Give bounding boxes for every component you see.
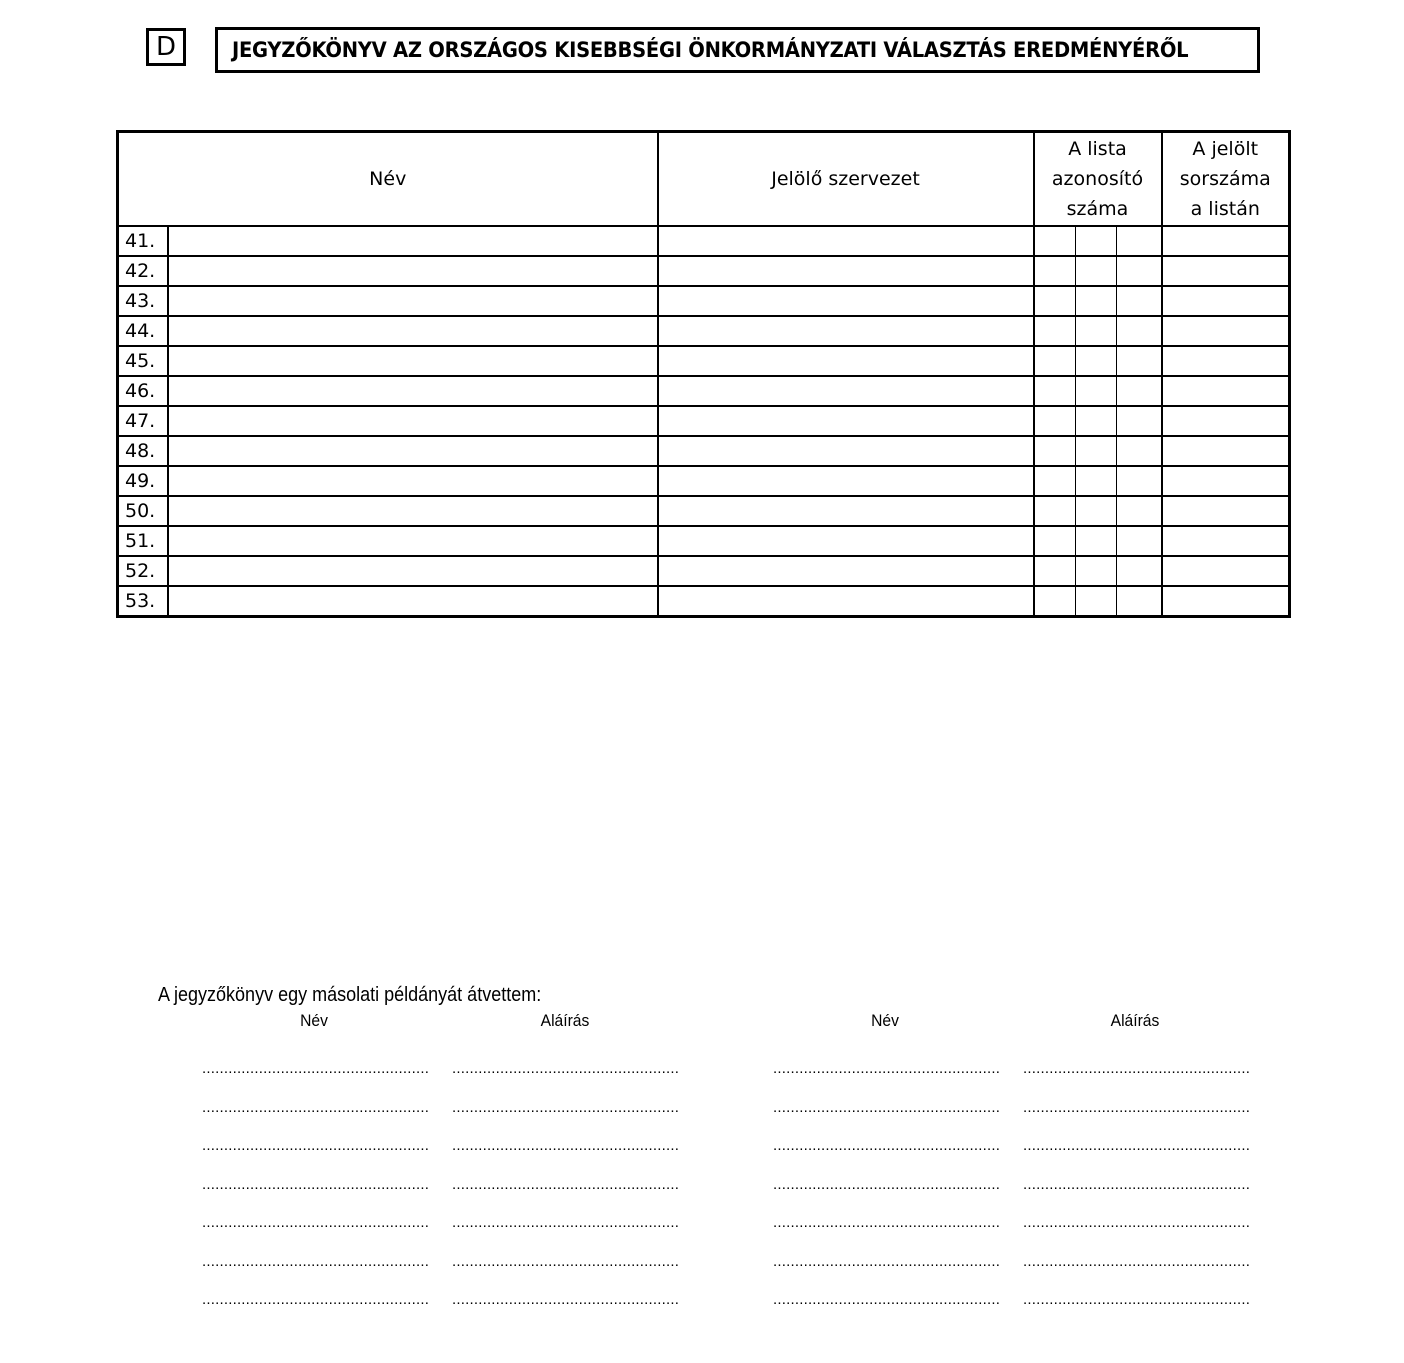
dotted-line[interactable]: .................................................... [1023,1291,1251,1308]
list-id-digit-cell[interactable] [1034,226,1076,256]
rank-cell[interactable] [1162,496,1290,526]
left-name-header: Név [300,1011,328,1030]
org-cell[interactable] [658,376,1034,406]
row-number: 52. [118,556,168,586]
table-row [118,406,1290,436]
right-sign-lines [1023,1058,1251,1328]
list-id-digit-cell[interactable] [1034,316,1076,346]
row-number: 42. [118,256,168,286]
list-id-digit-cell[interactable] [1076,286,1117,316]
org-cell[interactable] [658,526,1034,556]
dotted-line[interactable]: .................................................... [1023,1252,1251,1270]
list-id-digit-cell[interactable] [1117,226,1162,256]
name-cell[interactable] [168,466,658,496]
row-number: 53. [118,586,168,617]
list-id-digit-cell[interactable] [1076,316,1117,346]
left-name-lines [202,1058,430,1328]
rank-cell[interactable] [1162,586,1290,617]
table-row [118,496,1290,526]
org-cell[interactable] [658,226,1034,256]
list-id-digit-cell[interactable] [1076,406,1117,436]
list-id-digit-cell[interactable] [1034,586,1076,617]
table-row [118,226,1290,256]
org-cell[interactable] [658,436,1034,466]
candidate-table [116,130,1291,618]
name-cell[interactable] [168,586,658,617]
dotted-line[interactable]: .................................................... [773,1252,1001,1270]
right-sign-header: Aláírás [1110,1011,1160,1030]
dotted-line[interactable]: .................................................... [773,1060,1001,1077]
dotted-line[interactable]: .................................................... [1023,1098,1251,1116]
form-title: JEGYZŐKÖNYV AZ ORSZÁGOS KISEBBSÉGI ÖNKORMÁNYZATI VÁLASZTÁS EREDMÉNYÉRŐL [232,38,1189,62]
col-header-rank [1162,132,1290,227]
list-id-digit-cell[interactable] [1034,406,1076,436]
org-cell[interactable] [658,406,1034,436]
rank-cell[interactable] [1162,466,1290,496]
row-number: 45. [118,346,168,376]
list-id-digit-cell[interactable] [1034,466,1076,496]
list-id-digit-cell[interactable] [1117,256,1162,286]
name-cell[interactable] [168,526,658,556]
table-row [118,286,1290,316]
rank-cell[interactable] [1162,316,1290,346]
row-number: 44. [118,316,168,346]
list-id-digit-cell[interactable] [1117,556,1162,586]
row-number: 48. [118,436,168,466]
dotted-line[interactable]: .................................................... [452,1060,680,1077]
dotted-line[interactable]: .................................................... [452,1291,680,1308]
list-id-digit-cell[interactable] [1034,376,1076,406]
table-row [118,256,1290,286]
dotted-line[interactable]: .................................................... [202,1252,430,1270]
org-cell[interactable] [658,286,1034,316]
list-id-digit-cell[interactable] [1034,256,1076,286]
list-id-digit-cell[interactable] [1076,226,1117,256]
dotted-line[interactable]: .................................................... [1023,1137,1251,1154]
table-row [118,466,1290,496]
row-number: 49. [118,466,168,496]
name-cell[interactable] [168,496,658,526]
rank-cell[interactable] [1162,376,1290,406]
name-cell[interactable] [168,436,658,466]
org-cell[interactable] [658,586,1034,617]
list-id-digit-cell[interactable] [1117,286,1162,316]
dotted-line[interactable]: .................................................... [773,1291,1001,1308]
table-row [118,556,1290,586]
dotted-line[interactable]: .................................................... [773,1214,1001,1231]
list-id-digit-cell[interactable] [1034,436,1076,466]
list-id-digit-cell[interactable] [1076,256,1117,286]
list-id-digit-cell[interactable] [1117,586,1162,617]
table-row [118,316,1290,346]
org-cell[interactable] [658,466,1034,496]
list-id-digit-cell[interactable] [1034,496,1076,526]
table-row [118,526,1290,556]
dotted-line[interactable]: .................................................... [202,1291,430,1308]
list-id-digit-cell[interactable] [1076,556,1117,586]
list-id-digit-cell[interactable] [1117,346,1162,376]
list-id-digit-cell[interactable] [1076,346,1117,376]
dotted-line[interactable]: .................................................... [202,1137,430,1154]
col-header-list-id-line: A lista [1068,138,1127,160]
row-number: 43. [118,286,168,316]
name-cell[interactable] [168,376,658,406]
list-id-digit-cell[interactable] [1034,346,1076,376]
list-id-digit-cell[interactable] [1076,376,1117,406]
list-id-digit-cell[interactable] [1117,526,1162,556]
name-cell[interactable] [168,256,658,286]
dotted-line[interactable]: .................................................... [202,1098,430,1116]
org-cell[interactable] [658,556,1034,586]
col-header-rank-line: a listán [1190,198,1260,220]
dotted-line[interactable]: .................................................... [202,1214,430,1231]
rank-cell[interactable] [1162,346,1290,376]
list-id-digit-cell[interactable] [1117,406,1162,436]
col-header-rank-line: A jelölt [1192,138,1259,160]
rank-cell[interactable] [1162,556,1290,586]
name-cell[interactable] [168,556,658,586]
dotted-line[interactable]: .................................................... [452,1175,680,1193]
dotted-line[interactable]: .................................................... [1023,1214,1251,1231]
rank-cell[interactable] [1162,286,1290,316]
col-header-list-id [1034,132,1162,227]
dotted-line[interactable]: .................................................... [1023,1175,1251,1193]
name-cell[interactable] [168,286,658,316]
table-row [118,436,1290,466]
left-sign-lines [452,1058,680,1328]
form-code-box [146,28,186,66]
rank-cell[interactable] [1162,256,1290,286]
table-row [118,586,1290,617]
list-id-digit-cell[interactable] [1034,286,1076,316]
col-header-list-id-line: azonosító [1051,168,1144,190]
org-cell[interactable] [658,346,1034,376]
org-cell[interactable] [658,316,1034,346]
col-header-name: Név [118,132,658,227]
row-number: 50. [118,496,168,526]
right-name-lines [773,1058,1001,1328]
list-id-digit-cell[interactable] [1117,316,1162,346]
dotted-line[interactable]: .................................................... [1023,1060,1251,1077]
dotted-line[interactable]: .................................................... [773,1175,1001,1193]
copy-receipt-label: A jegyzőkönyv egy másolati példányát átvettem: [158,984,542,1006]
table-row [118,346,1290,376]
dotted-line[interactable]: .................................................... [773,1137,1001,1154]
list-id-digit-cell[interactable] [1117,496,1162,526]
row-number: 41. [118,226,168,256]
right-name-header: Név [871,1011,899,1030]
name-cell[interactable] [168,406,658,436]
left-sign-header: Aláírás [540,1011,590,1030]
row-number: 51. [118,526,168,556]
dotted-line[interactable]: .................................................... [452,1137,680,1154]
list-id-digit-cell[interactable] [1076,466,1117,496]
list-id-digit-cell[interactable] [1034,526,1076,556]
form-title-box [215,27,1260,73]
rank-cell[interactable] [1162,436,1290,466]
row-number: 47. [118,406,168,436]
table-header-row [118,132,1290,227]
dotted-line[interactable]: .................................................... [452,1214,680,1231]
list-id-digit-cell[interactable] [1117,436,1162,466]
list-id-digit-cell[interactable] [1076,436,1117,466]
list-id-digit-cell[interactable] [1034,556,1076,586]
col-header-org: Jelölő szervezet [658,132,1034,227]
rank-cell[interactable] [1162,226,1290,256]
dotted-line[interactable]: .................................................... [452,1098,680,1116]
col-header-list-id-line: száma [1066,198,1129,220]
table-row [118,376,1290,406]
list-id-digit-cell[interactable] [1117,466,1162,496]
org-cell[interactable] [658,496,1034,526]
form-code: D [155,32,177,62]
dotted-line[interactable]: .................................................... [202,1060,430,1077]
list-id-digit-cell[interactable] [1076,526,1117,556]
dotted-line[interactable]: .................................................... [773,1098,1001,1116]
org-cell[interactable] [658,256,1034,286]
row-number: 46. [118,376,168,406]
rank-cell[interactable] [1162,526,1290,556]
list-id-digit-cell[interactable] [1117,376,1162,406]
col-header-rank-line: sorszáma [1179,168,1271,190]
name-cell[interactable] [168,316,658,346]
list-id-digit-cell[interactable] [1076,496,1117,526]
name-cell[interactable] [168,346,658,376]
dotted-line[interactable]: .................................................... [452,1252,680,1270]
dotted-line[interactable]: .................................................... [202,1175,430,1193]
list-id-digit-cell[interactable] [1076,586,1117,617]
rank-cell[interactable] [1162,406,1290,436]
name-cell[interactable] [168,226,658,256]
